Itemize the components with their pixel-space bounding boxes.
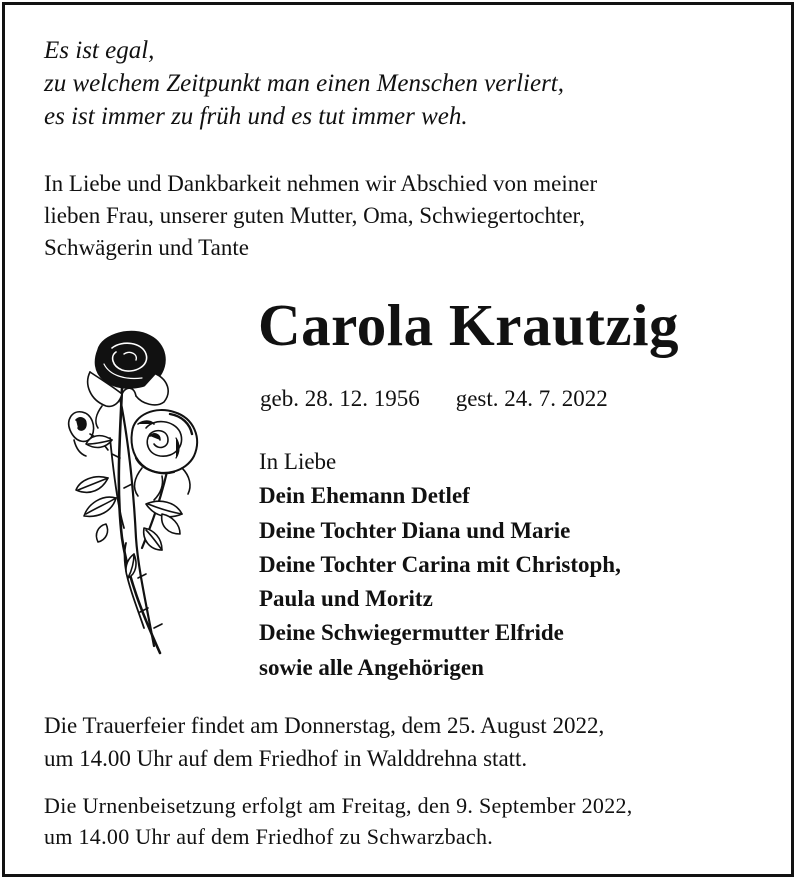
intro-line: Schwägerin und Tante xyxy=(44,235,249,260)
mourners-heading: In Liebe xyxy=(259,449,337,474)
funeral-notice xyxy=(44,709,604,775)
funeral-line: um 14.00 Uhr auf dem Friedhof in Walddrehna statt. xyxy=(44,746,528,771)
intro-line: lieben Frau, unserer guten Mutter, Oma, Schwiegertochter, xyxy=(44,203,586,228)
mourner-line: Deine Schwiegermutter Elfride xyxy=(259,620,564,646)
life-dates xyxy=(260,384,608,414)
mourner-line: Paula und Moritz xyxy=(259,586,433,612)
deceased-name: Carola Krautzig xyxy=(258,292,679,358)
roses-icon xyxy=(50,328,220,663)
mourners-list xyxy=(259,445,621,685)
urn-line: um 14.00 Uhr auf dem Friedhof zu Schwarzbach. xyxy=(44,824,494,849)
mourner-line: Dein Ehemann Detlef xyxy=(259,483,470,509)
mourner-line: Deine Tochter Diana und Marie xyxy=(259,517,571,543)
urn-burial-notice xyxy=(44,790,633,852)
death-date: gest. 24. 7. 2022 xyxy=(455,386,608,411)
birth-date: geb. 28. 12. 1956 xyxy=(260,386,420,411)
urn-line: Die Urnenbeisetzung erfolgt am Freitag, den 9. September 2022, xyxy=(44,793,633,818)
mourner-line: Deine Tochter Carina mit Christoph, xyxy=(259,551,621,577)
mourner-line: sowie alle Angehörigen xyxy=(259,654,484,680)
intro-line: In Liebe und Dankbarkeit nehmen wir Abschied von meiner xyxy=(44,171,598,196)
poem-quote xyxy=(44,34,564,133)
intro-text xyxy=(44,168,597,264)
poem-line: zu welchem Zeitpunkt man einen Menschen verliert, xyxy=(44,70,564,97)
funeral-line: Die Trauerfeier findet am Donnerstag, dem 25. August 2022, xyxy=(44,713,605,738)
poem-line: Es ist egal, xyxy=(44,37,155,64)
poem-line: es ist immer zu früh und es tut immer weh. xyxy=(44,103,468,130)
